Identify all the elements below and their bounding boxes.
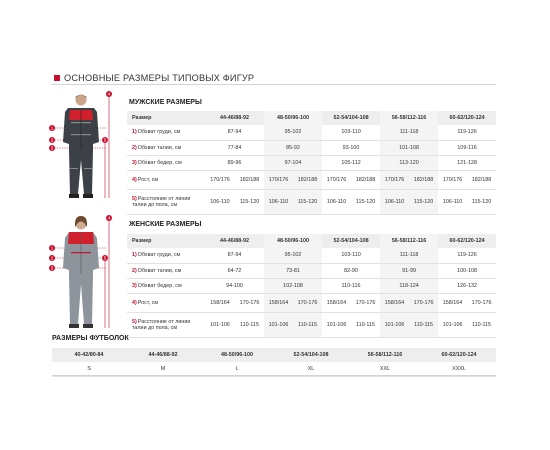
page-header: [54, 73, 254, 83]
cell-value: 101-106: [380, 312, 409, 337]
row-label-text: Рост, см: [137, 176, 159, 183]
cell-value: 103-110: [322, 248, 380, 263]
svg-text:5: 5: [103, 255, 107, 261]
table-row: [127, 170, 496, 189]
red-square-marker: [54, 75, 60, 81]
cell-value: 87-94: [205, 125, 264, 140]
cell-value: 115-120: [351, 189, 380, 214]
cell-value: 158/164: [264, 293, 293, 312]
table-row: [127, 155, 496, 170]
cell-value: 97-104: [264, 155, 322, 170]
cell-value: 87-94: [205, 248, 264, 263]
cell-value: 182/188: [235, 170, 264, 189]
row-label: [127, 189, 205, 214]
header-size-0: 44-46/88-92: [205, 111, 264, 125]
row-label: [127, 278, 205, 293]
cell-value: 106-110: [322, 189, 351, 214]
row-label: [127, 312, 205, 337]
table-row: [127, 248, 496, 263]
men-size-table: [127, 111, 496, 215]
cell-value: 110-115: [235, 312, 264, 337]
table-row: [127, 293, 496, 312]
row-number: 4): [132, 176, 137, 183]
cell-value: 111-118: [380, 125, 438, 140]
cell-value: 94-100: [205, 278, 264, 293]
row-label-text: Обхват груди, см: [137, 252, 181, 259]
cell-value: 182/188: [467, 170, 496, 189]
cell-value: 77-84: [205, 140, 264, 155]
tshirt-section-title: РАЗМЕРЫ ФУТБОЛОК: [52, 335, 129, 342]
table-row: [127, 140, 496, 155]
row-number: 1): [132, 129, 137, 136]
tshirt-size-letter: XL: [274, 362, 348, 376]
cell-value: 121-128: [438, 155, 496, 170]
svg-text:3: 3: [50, 265, 54, 271]
cell-value: 170-176: [293, 293, 322, 312]
cell-value: 89-96: [205, 155, 264, 170]
row-number: 2): [132, 144, 137, 151]
cell-value: 119-126: [438, 248, 496, 263]
row-label: [127, 170, 205, 189]
cell-value: 101-106: [205, 312, 235, 337]
table-row: [127, 278, 496, 293]
row-number: 3): [132, 159, 137, 166]
cell-value: 182/188: [351, 170, 380, 189]
cell-value: 182/188: [409, 170, 438, 189]
header-size-4: 60-62/120-124: [438, 234, 496, 248]
women-figure-illustration: [47, 212, 119, 332]
row-label: [127, 248, 205, 263]
tshirt-size-range: 52-54/104-108: [274, 348, 348, 362]
row-label-text: Обхват талии, см: [137, 144, 182, 151]
cell-value: 64-72: [205, 263, 264, 278]
cell-value: 170-176: [467, 293, 496, 312]
table-row: [127, 263, 496, 278]
cell-value: 119-126: [438, 125, 496, 140]
cell-value: 110-116: [322, 278, 380, 293]
row-label-text: Обхват груди, см: [137, 129, 181, 136]
row-number: 5): [132, 318, 137, 325]
row-label-text: Обхват бедер, см: [137, 282, 182, 289]
women-size-table: [127, 234, 496, 338]
row-number: 1): [132, 252, 137, 259]
header-size-3: 56-58/112-116: [380, 234, 438, 248]
cell-value: 115-120: [293, 189, 322, 214]
cell-value: 106-110: [264, 189, 293, 214]
header-size-2: 52-54/104-108: [322, 111, 380, 125]
row-number: 5): [132, 195, 137, 202]
header-size-1: 48-50/96-100: [264, 234, 322, 248]
header-size-4: 60-62/120-124: [438, 111, 496, 125]
cell-value: 105-112: [322, 155, 380, 170]
row-label: [127, 155, 205, 170]
svg-text:2: 2: [50, 255, 54, 261]
cell-value: 95-102: [264, 248, 322, 263]
cell-value: 118-124: [380, 278, 438, 293]
women-section-title: ЖЕНСКИЕ РАЗМЕРЫ: [129, 221, 202, 228]
men-figure-illustration: [47, 90, 119, 202]
header-size-0: 44-46/88-92: [205, 234, 264, 248]
tshirt-size-range: 60-62/120-124: [422, 348, 496, 362]
cell-value: 110-115: [409, 312, 438, 337]
cell-value: 101-108: [380, 140, 438, 155]
row-label: [127, 125, 205, 140]
tshirt-size-letter: M: [126, 362, 200, 376]
cell-value: 158/164: [380, 293, 409, 312]
cell-value: 101-106: [322, 312, 351, 337]
row-label-text: Расстояние от линии талии до пола, см: [132, 318, 191, 331]
cell-value: 85-92: [264, 140, 322, 155]
cell-value: 103-110: [322, 125, 380, 140]
svg-text:1: 1: [50, 245, 54, 251]
header-size-label: Размер: [127, 234, 205, 248]
cell-value: 91-99: [380, 263, 438, 278]
row-label: [127, 263, 205, 278]
cell-value: 170/176: [264, 170, 293, 189]
cell-value: 158/164: [322, 293, 351, 312]
cell-value: 170/176: [205, 170, 235, 189]
tshirt-size-range: 48-50/96-100: [200, 348, 274, 362]
cell-value: 111-118: [380, 248, 438, 263]
svg-text:4: 4: [107, 215, 111, 221]
bottom-divider: [52, 375, 496, 376]
row-label: [127, 140, 205, 155]
table-row: [127, 189, 496, 214]
cell-value: 115-120: [235, 189, 264, 214]
tshirt-size-letter: L: [200, 362, 274, 376]
header-size-2: 52-54/104-108: [322, 234, 380, 248]
table-row: [127, 125, 496, 140]
row-number: 2): [132, 267, 137, 274]
cell-value: 110-115: [351, 312, 380, 337]
svg-text:3: 3: [50, 145, 54, 151]
svg-text:4: 4: [107, 91, 111, 97]
svg-text:2: 2: [50, 137, 54, 143]
cell-value: 106-110: [205, 189, 235, 214]
row-label-text: Рост, см: [137, 299, 159, 306]
cell-value: 170/176: [438, 170, 467, 189]
cell-value: 158/164: [205, 293, 235, 312]
cell-value: 101-106: [264, 312, 293, 337]
row-number: 4): [132, 299, 137, 306]
row-label: [127, 293, 205, 312]
cell-value: 109-116: [438, 140, 496, 155]
cell-value: 95-102: [264, 125, 322, 140]
cell-value: 115-120: [409, 189, 438, 214]
cell-value: 110-115: [467, 312, 496, 337]
title-divider: [52, 84, 496, 85]
row-label-text: Обхват талии, см: [137, 267, 182, 274]
cell-value: 101-106: [438, 312, 467, 337]
table-row: [127, 312, 496, 337]
tshirt-size-letter: XXL: [348, 362, 422, 376]
page-title: ОСНОВНЫЕ РАЗМЕРЫ ТИПОВЫХ ФИГУР: [64, 73, 255, 83]
tshirt-size-range: 56-58/112-116: [348, 348, 422, 362]
cell-value: 115-120: [467, 189, 496, 214]
cell-value: 110-115: [293, 312, 322, 337]
cell-value: 102-108: [264, 278, 322, 293]
tshirt-size-table: [52, 348, 496, 377]
row-label-text: Расстояние от линии талии до пола, см: [132, 195, 191, 208]
cell-value: 113-120: [380, 155, 438, 170]
cell-value: 182/188: [293, 170, 322, 189]
cell-value: 170/176: [380, 170, 409, 189]
cell-value: 106-110: [380, 189, 409, 214]
svg-text:1: 1: [50, 125, 54, 131]
men-section-title: МУЖСКИЕ РАЗМЕРЫ: [129, 99, 202, 106]
tshirt-size-letter: XXXL: [422, 362, 496, 376]
tshirt-size-range: 40-42/80-84: [52, 348, 126, 362]
svg-text:5: 5: [103, 137, 107, 143]
cell-value: 82-90: [322, 263, 380, 278]
cell-value: 170/176: [322, 170, 351, 189]
cell-value: 170-176: [409, 293, 438, 312]
cell-value: 73-81: [264, 263, 322, 278]
cell-value: 93-100: [322, 140, 380, 155]
cell-value: 170-176: [235, 293, 264, 312]
header-size-3: 56-58/112-116: [380, 111, 438, 125]
cell-value: 170-176: [351, 293, 380, 312]
tshirt-size-letter: S: [52, 362, 126, 376]
cell-value: 106-110: [438, 189, 467, 214]
row-label-text: Обхват бедер, см: [137, 159, 182, 166]
tshirt-size-range: 44-46/88-92: [126, 348, 200, 362]
cell-value: 158/164: [438, 293, 467, 312]
header-size-label: Размер: [127, 111, 205, 125]
row-number: 3): [132, 282, 137, 289]
header-size-1: 48-50/96-100: [264, 111, 322, 125]
cell-value: 126-132: [438, 278, 496, 293]
cell-value: 100-108: [438, 263, 496, 278]
